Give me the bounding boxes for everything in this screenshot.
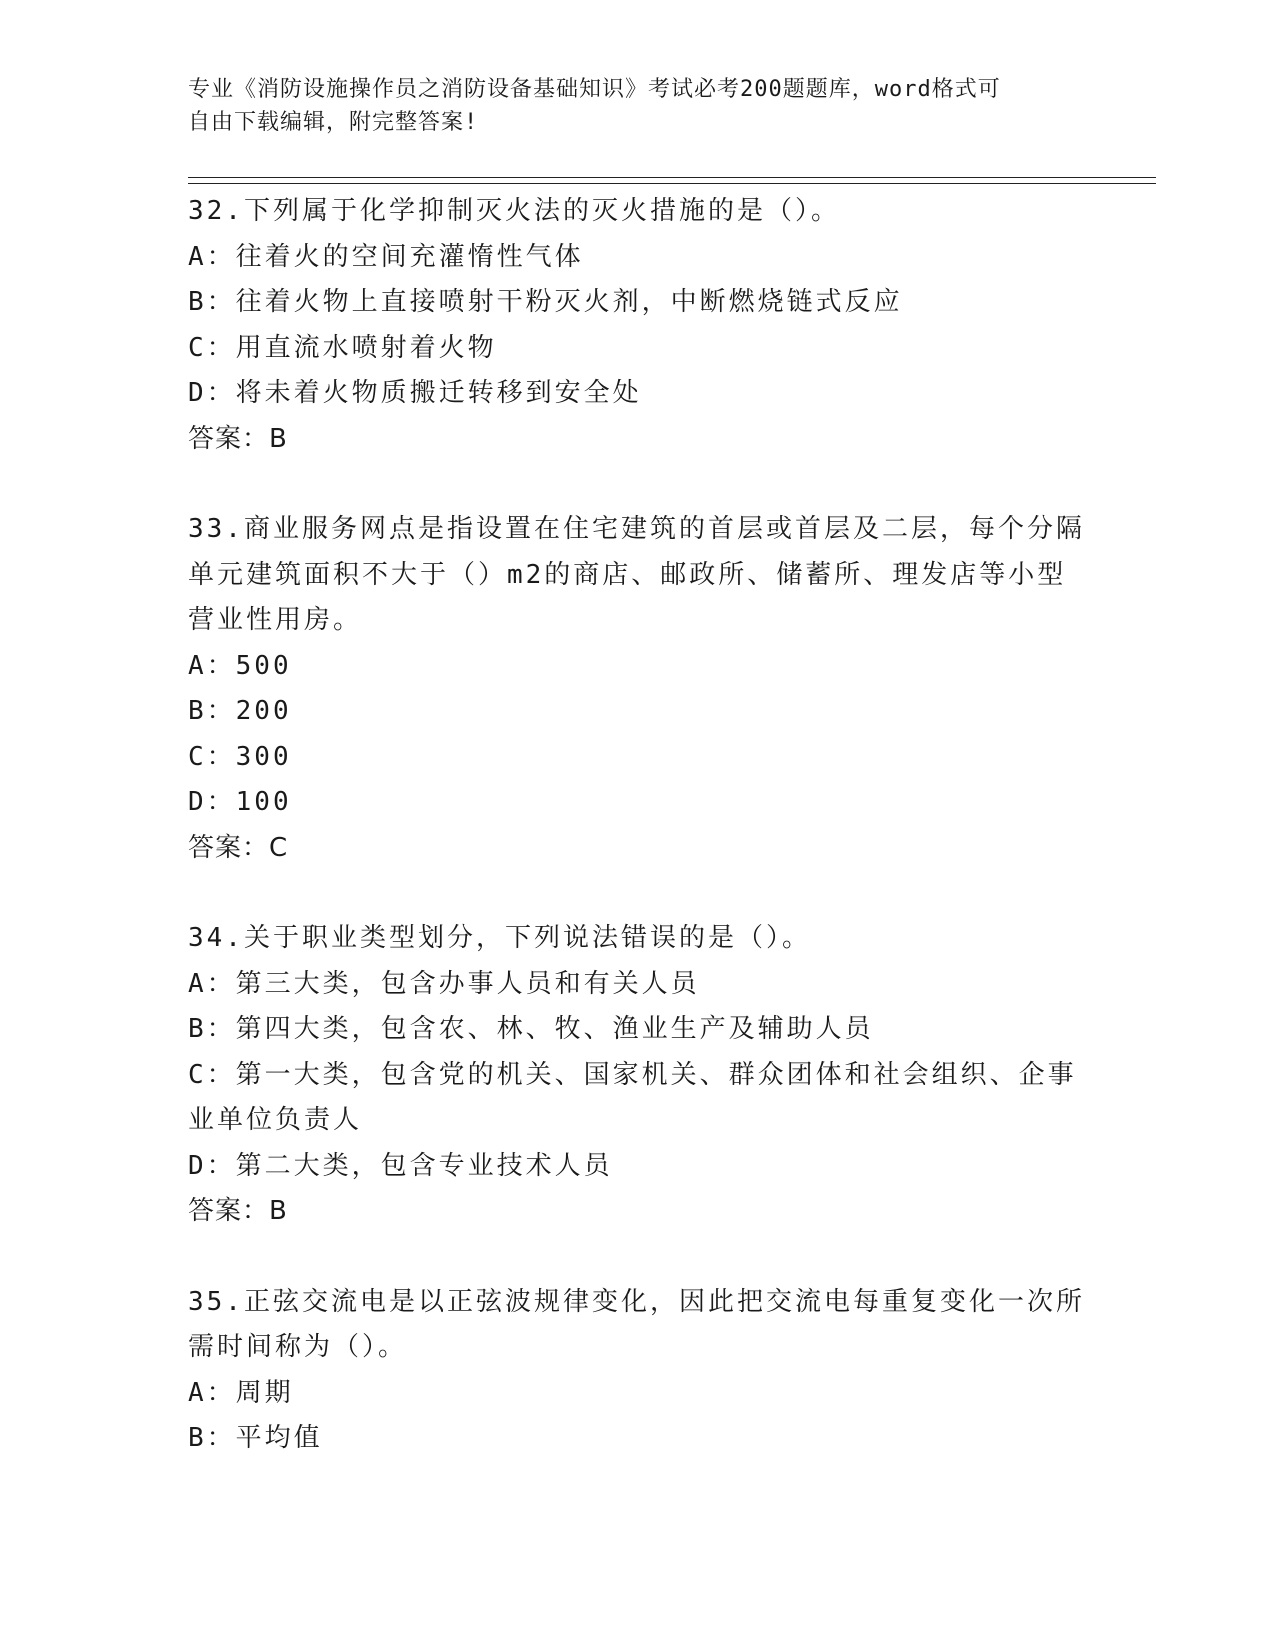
header-line-1: 专业《消防设施操作员之消防设备基础知识》考试必考200题题库，word格式可 <box>188 77 1001 102</box>
option-d: D：第二大类，包含专业技术人员 <box>188 1150 613 1181</box>
question-stem: 33.商业服务网点是指设置在住宅建筑的首层或首层及二层，每个分隔 <box>188 514 1085 544</box>
question-stem: 35.正弦交流电是以正弦波规律变化，因此把交流电每重复变化一次所 <box>188 1286 1085 1317</box>
option-b: B：第四大类，包含农、林、牧、渔业生产及辅助人员 <box>188 1014 874 1044</box>
header-line-2: 自由下载编辑，附完整答案! <box>188 110 479 135</box>
answer: 答案：B <box>188 1196 288 1226</box>
question-stem: 单元建筑面积不大于（）m2的商店、邮政所、储蓄所、理发店等小型 <box>188 559 1067 590</box>
option-a: A：第三大类，包含办事人员和有关人员 <box>188 968 700 999</box>
header-rule-top <box>188 177 1156 178</box>
document-header <box>188 73 1088 139</box>
option-b: B：往着火物上直接喷射干粉灭火剂，中断燃烧链式反应 <box>188 287 903 317</box>
option-c: C：300 <box>188 741 292 772</box>
option-c: C：用直流水喷射着火物 <box>188 332 497 363</box>
question-list <box>188 189 1088 1507</box>
question-35 <box>188 1280 1088 1462</box>
answer: 答案：C <box>188 832 289 863</box>
option-a: A：周期 <box>188 1377 294 1408</box>
question-stem: 32.下列属于化学抑制灭火法的灭火措施的是（）。 <box>188 196 840 226</box>
question-stem: 需时间称为（）。 <box>188 1332 408 1362</box>
question-34 <box>188 916 1088 1235</box>
answer: 答案：B <box>188 423 288 454</box>
option-a: A：500 <box>188 650 292 681</box>
option-b: B：200 <box>188 696 292 726</box>
option-b: B：平均值 <box>188 1423 323 1453</box>
option-d: D：将未着火物质搬迁转移到安全处 <box>188 378 642 408</box>
header-rule-bottom <box>188 183 1156 184</box>
question-stem: 34.关于职业类型划分，下列说法错误的是（）。 <box>188 923 811 953</box>
option-a: A：往着火的空间充灌惰性气体 <box>188 241 584 272</box>
question-32 <box>188 189 1088 462</box>
option-c-continued: 业单位负责人 <box>188 1105 363 1135</box>
question-33 <box>188 507 1088 871</box>
option-c: C：第一大类，包含党的机关、国家机关、群众团体和社会组织、企事 <box>188 1059 1077 1090</box>
question-stem: 营业性用房。 <box>188 605 363 635</box>
option-d: D：100 <box>188 787 292 817</box>
